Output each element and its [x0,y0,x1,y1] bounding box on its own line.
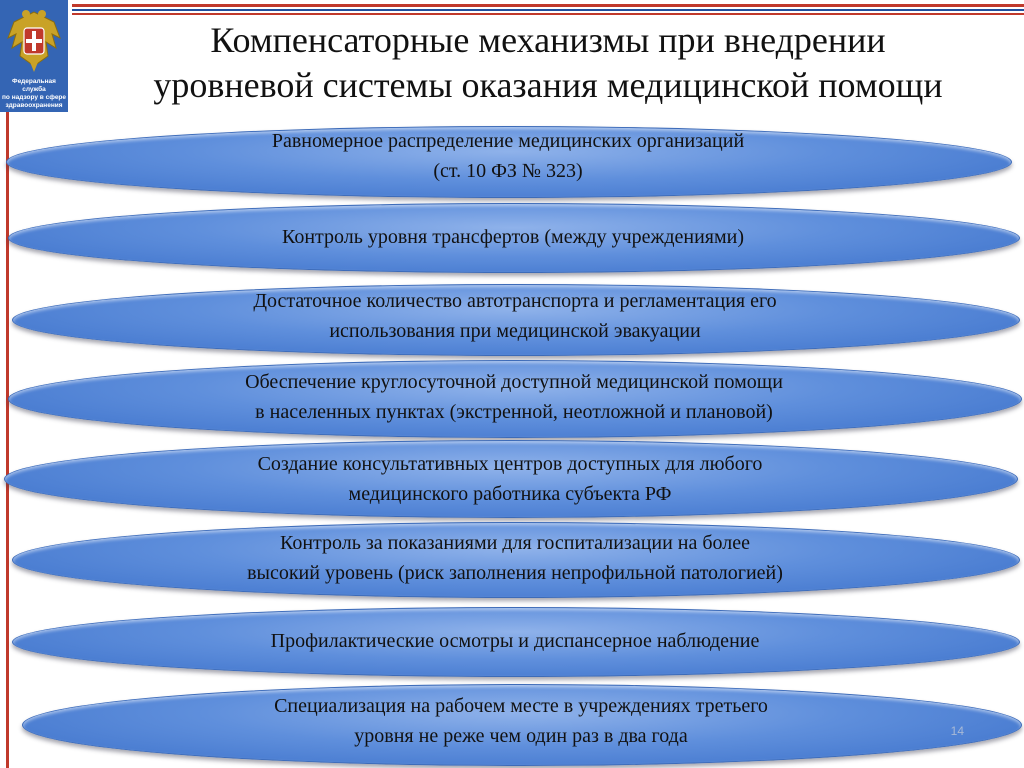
agency-name-line3: здравоохранения [5,102,63,109]
mechanism-text-1 [6,126,1010,186]
mechanism-3-line2: использования при медицинской эвакуации [329,320,701,342]
mechanism-8-line1: Специализация на рабочем месте в учреждениях третьего [274,695,768,717]
agency-name [2,78,66,110]
mechanism-text-7 [12,626,1018,656]
mechanism-6-line2: высокий уровень (риск заполнения непрофильной патологией) [247,562,783,584]
agency-name-line1: Федеральная служба [12,78,56,93]
mechanism-1-line1: Равномерное распределение медицинских организаций [271,130,745,152]
mechanism-text-5 [4,449,1016,509]
mechanism-5-line2: медицинского работника субъекта РФ [348,483,672,505]
mechanism-4-line2: в населенных пунктах (экстренной, неотложной и плановой) [255,401,773,423]
mechanism-5-line1: Создание консультативных центров доступных для любого [257,453,763,475]
agency-name-line2: по надзору в сфере [2,94,67,101]
mechanism-2-line1: Контроль уровня трансфертов (между учреждениями) [281,226,744,248]
mechanism-3-line1: Достаточное количество автотранспорта и регламентация его [253,290,777,312]
mechanism-1-line2: (ст. 10 ФЗ № 323) [433,160,583,182]
mechanism-7-line1: Профилактические осмотры и диспансерное наблюдение [270,630,760,652]
slide-title-line1: Компенсаторные механизмы при внедрении [210,20,886,60]
agency-logo [0,0,68,112]
mechanism-text-2 [8,222,1018,252]
mechanism-text-6 [12,528,1018,588]
eagle-emblem-icon [4,4,64,76]
slide-title [72,18,1024,108]
top-red-stripe [72,4,1024,7]
mechanism-6-line1: Контроль за показаниями для госпитализации на более [279,532,751,554]
top-red-stripe-2 [72,13,1024,15]
mechanism-text-4 [8,367,1020,427]
page-number: 14 [950,724,964,738]
mechanism-8-line2: уровня не реже чем один раз в два года [354,725,688,747]
left-red-stripe [6,112,9,768]
mechanism-4-line1: Обеспечение круглосуточной доступной медицинской помощи [245,371,783,393]
mechanism-text-3 [12,286,1018,346]
mechanism-text-8 [22,691,1020,751]
slide-title-line2: уровневой системы оказания медицинской помощи [153,65,943,105]
top-blue-stripe [72,9,1024,11]
